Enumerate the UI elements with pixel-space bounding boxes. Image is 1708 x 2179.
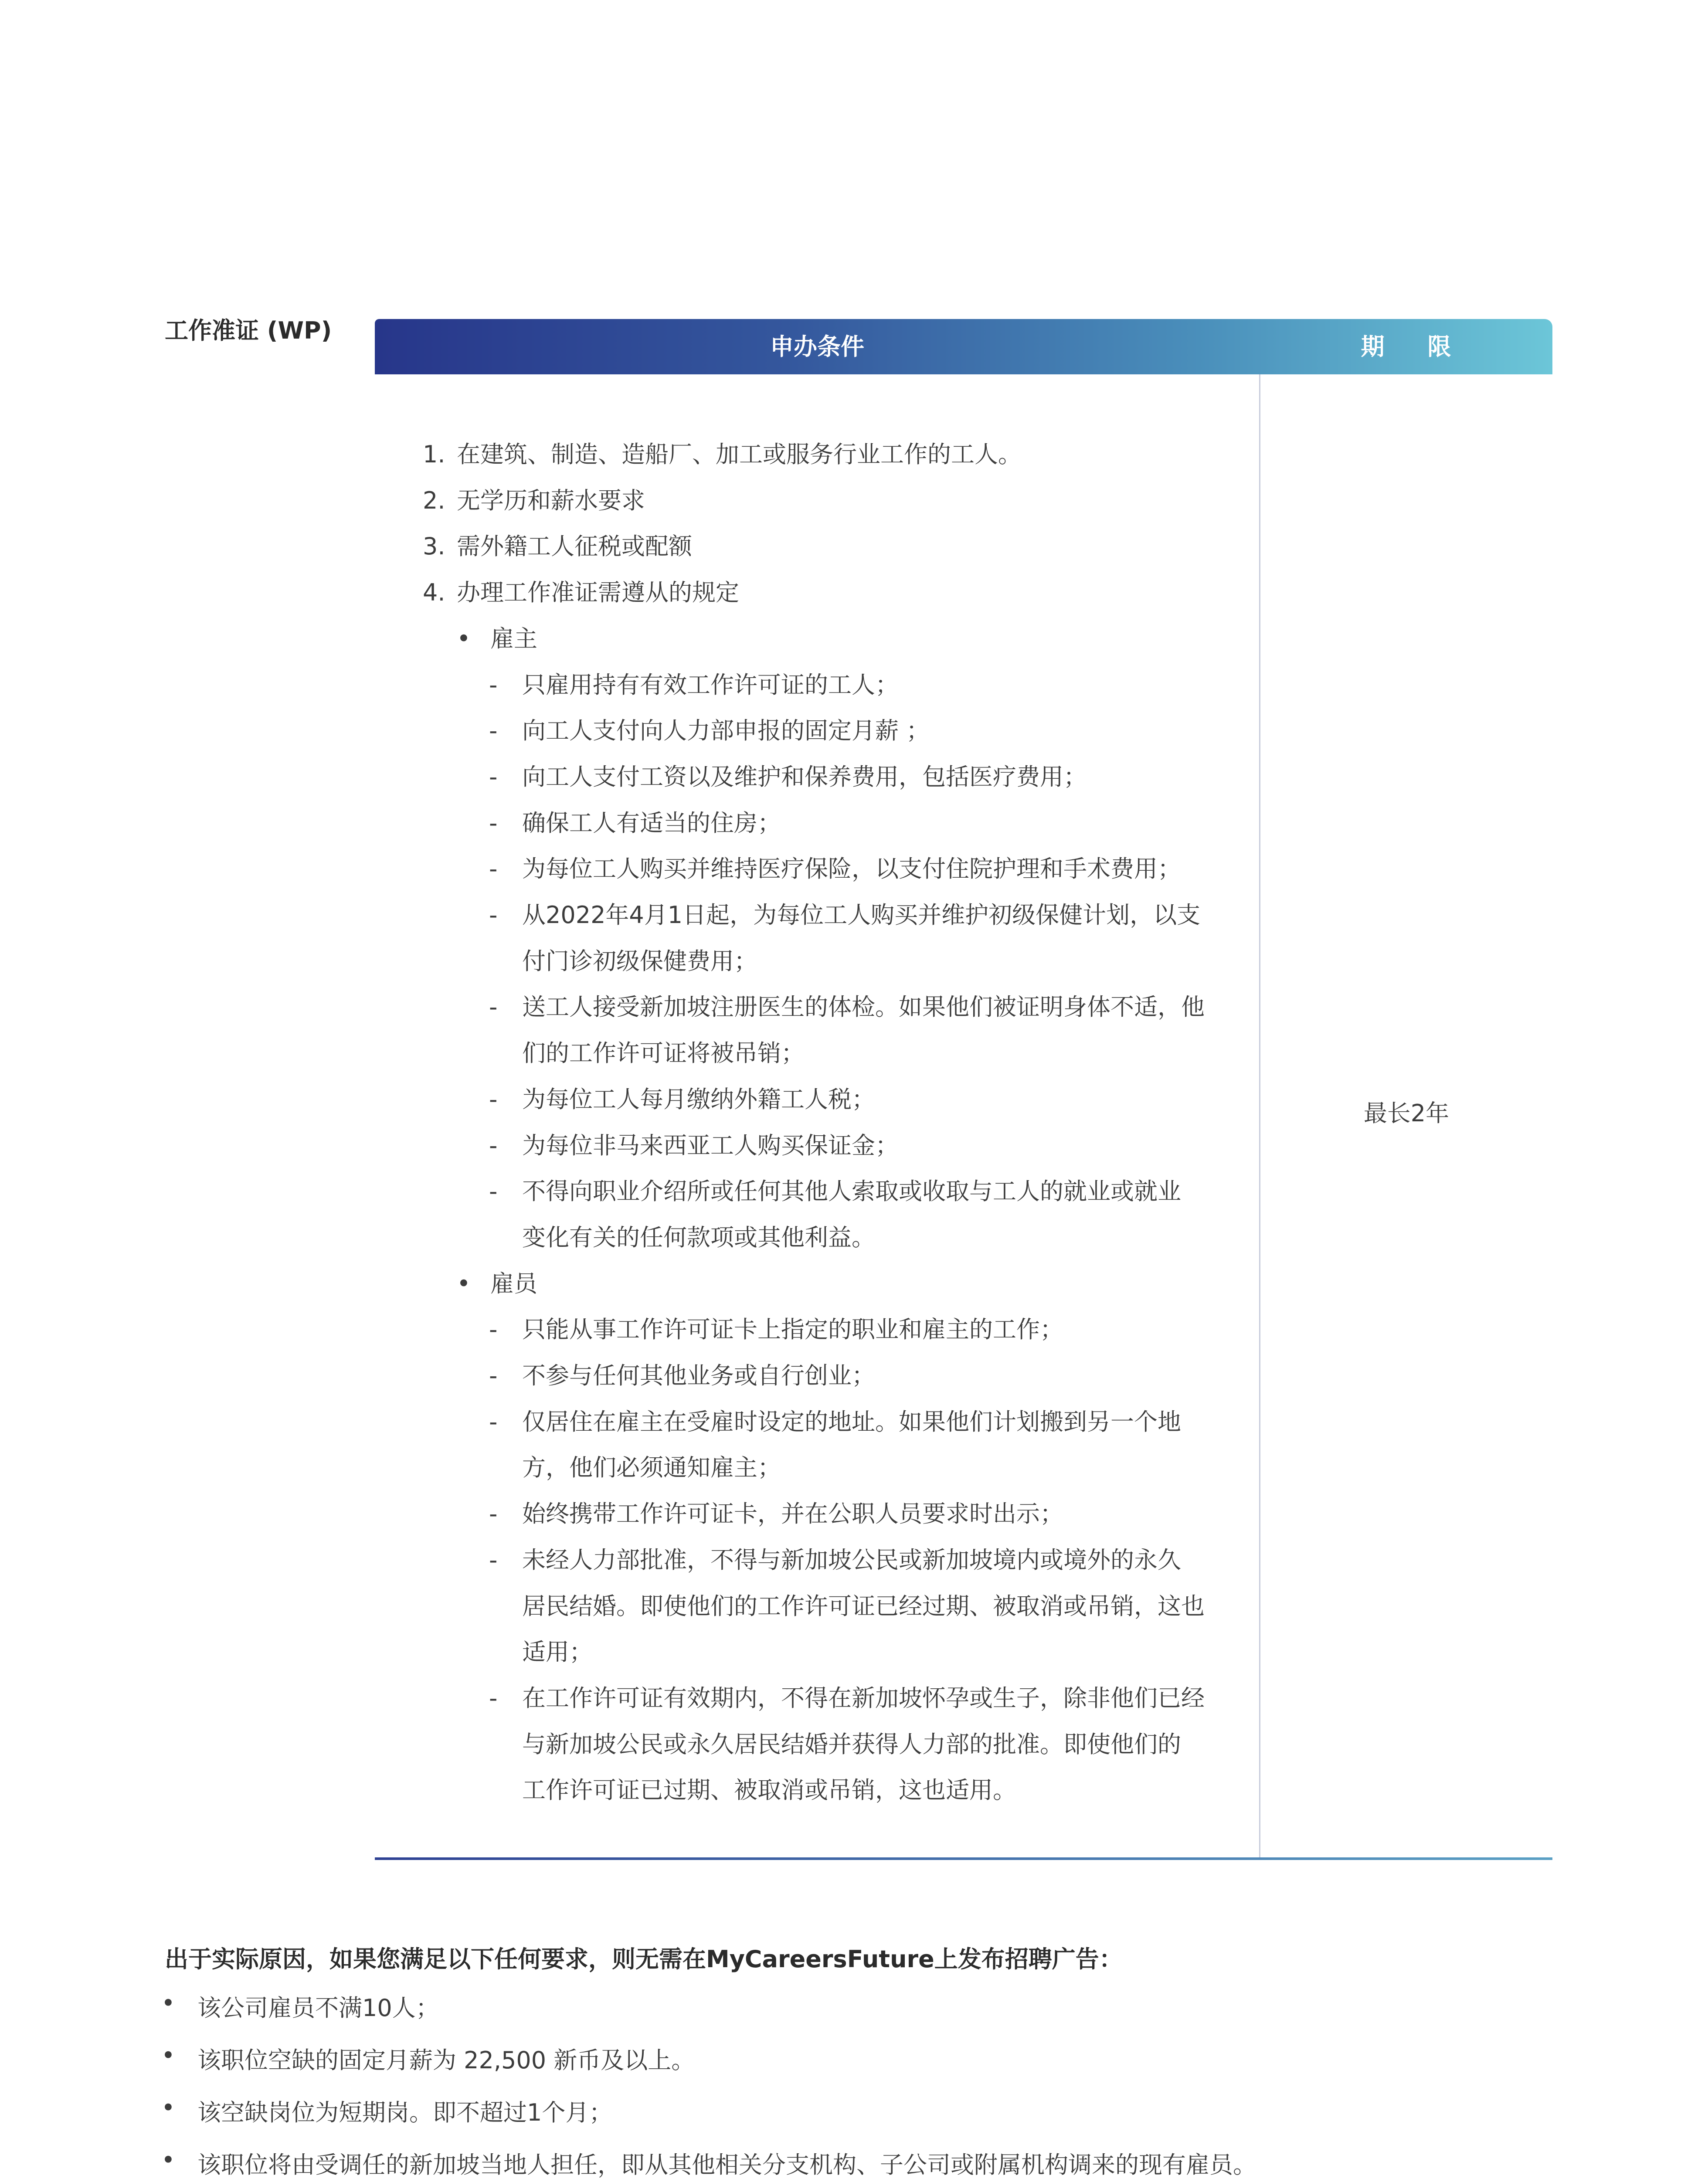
condition-text: 只雇用持有有效工作许可证的工人； [522, 671, 899, 699]
notice-text: 该空缺岗位为短期岗。即不超过1个月； [197, 2099, 613, 2126]
condition-text: 变化有关的任何款项或其他利益。 [522, 1223, 875, 1251]
notice-text: 该职位将由受调任的新加坡当地人担任，即从其他相关分支机构、子公司或附属机构调来的现有雇员。 [197, 2151, 1256, 2179]
table-bottom-rule [375, 1857, 1552, 1860]
condition-item [423, 616, 1251, 662]
condition-text: 在工作许可证有效期内，不得在新加坡怀孕或生子，除非他们已经 [522, 1684, 1205, 1712]
condition-item [423, 662, 1251, 708]
section-title: 工作准证 (WP) [165, 317, 332, 344]
header-conditions: 申办条件 [770, 333, 864, 360]
notice-text: 该公司雇员不满10人； [197, 1994, 439, 2022]
condition-text: 需外籍工人征税或配额 [457, 533, 692, 560]
list-marker: - [489, 671, 498, 699]
condition-text: 为每位工人购买并维持医疗保险，以支付住院护理和手术费用； [522, 855, 1181, 883]
condition-text: 送工人接受新加坡注册医生的体检。如果他们被证明身体不适，他 [522, 993, 1205, 1021]
condition-text: 为每位非马来西亚工人购买保证金； [522, 1131, 899, 1159]
table-header [375, 319, 1552, 374]
condition-item [423, 478, 1251, 524]
list-marker: - [489, 1362, 498, 1390]
list-marker: - [489, 1500, 498, 1528]
condition-item [423, 1076, 1251, 1123]
condition-text: 始终携带工作许可证卡，并在公职人员要求时出示； [522, 1500, 1063, 1528]
list-marker: - [489, 1131, 498, 1159]
condition-item [423, 708, 1251, 754]
condition-item [423, 1261, 1251, 1307]
list-marker: - [489, 1085, 498, 1113]
condition-text: 未经人力部批准，不得与新加坡公民或新加坡境内或境外的永久 [522, 1546, 1181, 1574]
list-marker: - [489, 1178, 498, 1205]
condition-text: 方，他们必须通知雇主； [522, 1454, 781, 1482]
condition-item [423, 1399, 1251, 1445]
list-marker: - [489, 855, 498, 883]
list-marker: - [489, 1546, 498, 1574]
condition-item [423, 1675, 1251, 1721]
condition-text: 不得向职业介绍所或任何其他人索取或收取与工人的就业或就业 [522, 1178, 1181, 1205]
list-marker: - [489, 763, 498, 791]
list-marker: - [489, 1316, 498, 1344]
list-marker: 3. [423, 533, 445, 560]
condition-text: 向工人支付工资以及维护和保养费用，包括医疗费用； [522, 763, 1087, 791]
condition-item [423, 1353, 1251, 1399]
notice-text: 该职位空缺的固定月薪为 22,500 新币及以上。 [197, 2047, 695, 2074]
list-marker: - [489, 717, 498, 745]
notice-list [161, 1989, 1256, 2179]
condition-item [423, 800, 1251, 846]
condition-item [423, 1215, 1251, 1261]
duration-value: 最长2年 [1363, 1100, 1450, 1127]
condition-item [423, 1583, 1251, 1629]
conditions-list [423, 431, 1251, 1813]
condition-text: 确保工人有适当的住房； [522, 809, 781, 837]
condition-text: 雇员 [490, 1269, 537, 1297]
list-marker: 1. [423, 441, 445, 468]
notice-item [161, 2094, 1256, 2146]
condition-item [423, 570, 1251, 616]
condition-item [423, 1030, 1251, 1076]
condition-text: 适用； [522, 1638, 593, 1666]
list-marker: - [489, 901, 498, 929]
condition-item [423, 1767, 1251, 1813]
condition-text: 在建筑、制造、造船厂、加工或服务行业工作的工人。 [457, 441, 1022, 468]
condition-text: 不参与任何其他业务或自行创业； [522, 1362, 875, 1390]
notice-item [161, 1989, 1256, 2042]
condition-item [423, 1537, 1251, 1583]
list-marker: - [489, 993, 498, 1021]
condition-text: 仅居住在雇主在受雇时设定的地址。如果他们计划搬到另一个地 [522, 1408, 1181, 1436]
condition-item [423, 846, 1251, 892]
condition-item [423, 938, 1251, 984]
condition-text: 雇主 [490, 625, 537, 652]
condition-text: 从2022年4月1日起，为每位工人购买并维护初级保健计划，以支 [522, 901, 1201, 929]
bullet-icon: • [161, 2094, 175, 2121]
condition-text: 办理工作准证需遵从的规定 [457, 579, 739, 607]
list-marker: 4. [423, 579, 445, 607]
list-marker: - [489, 1684, 498, 1712]
bullet-icon: • [161, 2042, 175, 2069]
condition-text: 为每位工人每月缴纳外籍工人税； [522, 1085, 875, 1113]
condition-text: 无学历和薪水要求 [457, 486, 645, 514]
list-marker: • [457, 625, 471, 652]
notice-title: 出于实际原因，如果您满足以下任何要求，则无需在MyCareersFuture上发布招聘广告： [165, 1945, 1123, 1973]
condition-text: 与新加坡公民或永久居民结婚并获得人力部的批准。即使他们的 [522, 1730, 1181, 1758]
condition-item [423, 1307, 1251, 1353]
bullet-icon: • [161, 2146, 175, 2174]
header-duration: 期 限 [1361, 333, 1469, 360]
condition-item [423, 1491, 1251, 1537]
list-marker: - [489, 1408, 498, 1436]
list-marker: - [489, 809, 498, 837]
condition-item [423, 892, 1251, 938]
condition-text: 付门诊初级保健费用； [522, 947, 757, 975]
condition-text: 只能从事工作许可证卡上指定的职业和雇主的工作； [522, 1316, 1063, 1344]
condition-text: 们的工作许可证将被吊销； [522, 1039, 805, 1067]
condition-item [423, 431, 1251, 478]
notice-item [161, 2042, 1256, 2094]
condition-text: 向工人支付向人力部申报的固定月薪 ； [522, 717, 930, 745]
condition-item [423, 1445, 1251, 1491]
list-marker: 2. [423, 486, 445, 514]
condition-text: 工作许可证已过期、被取消或吊销，这也适用。 [522, 1776, 1016, 1804]
condition-item [423, 984, 1251, 1030]
condition-item [423, 1721, 1251, 1768]
notice-item [161, 2146, 1256, 2179]
condition-item [423, 1123, 1251, 1169]
condition-item [423, 1168, 1251, 1215]
condition-item [423, 1629, 1251, 1675]
bullet-icon: • [161, 1989, 175, 2017]
condition-item [423, 754, 1251, 800]
condition-item [423, 523, 1251, 570]
list-marker: • [457, 1269, 471, 1297]
condition-text: 居民结婚。即使他们的工作许可证已经过期、被取消或吊销，这也 [522, 1592, 1205, 1620]
